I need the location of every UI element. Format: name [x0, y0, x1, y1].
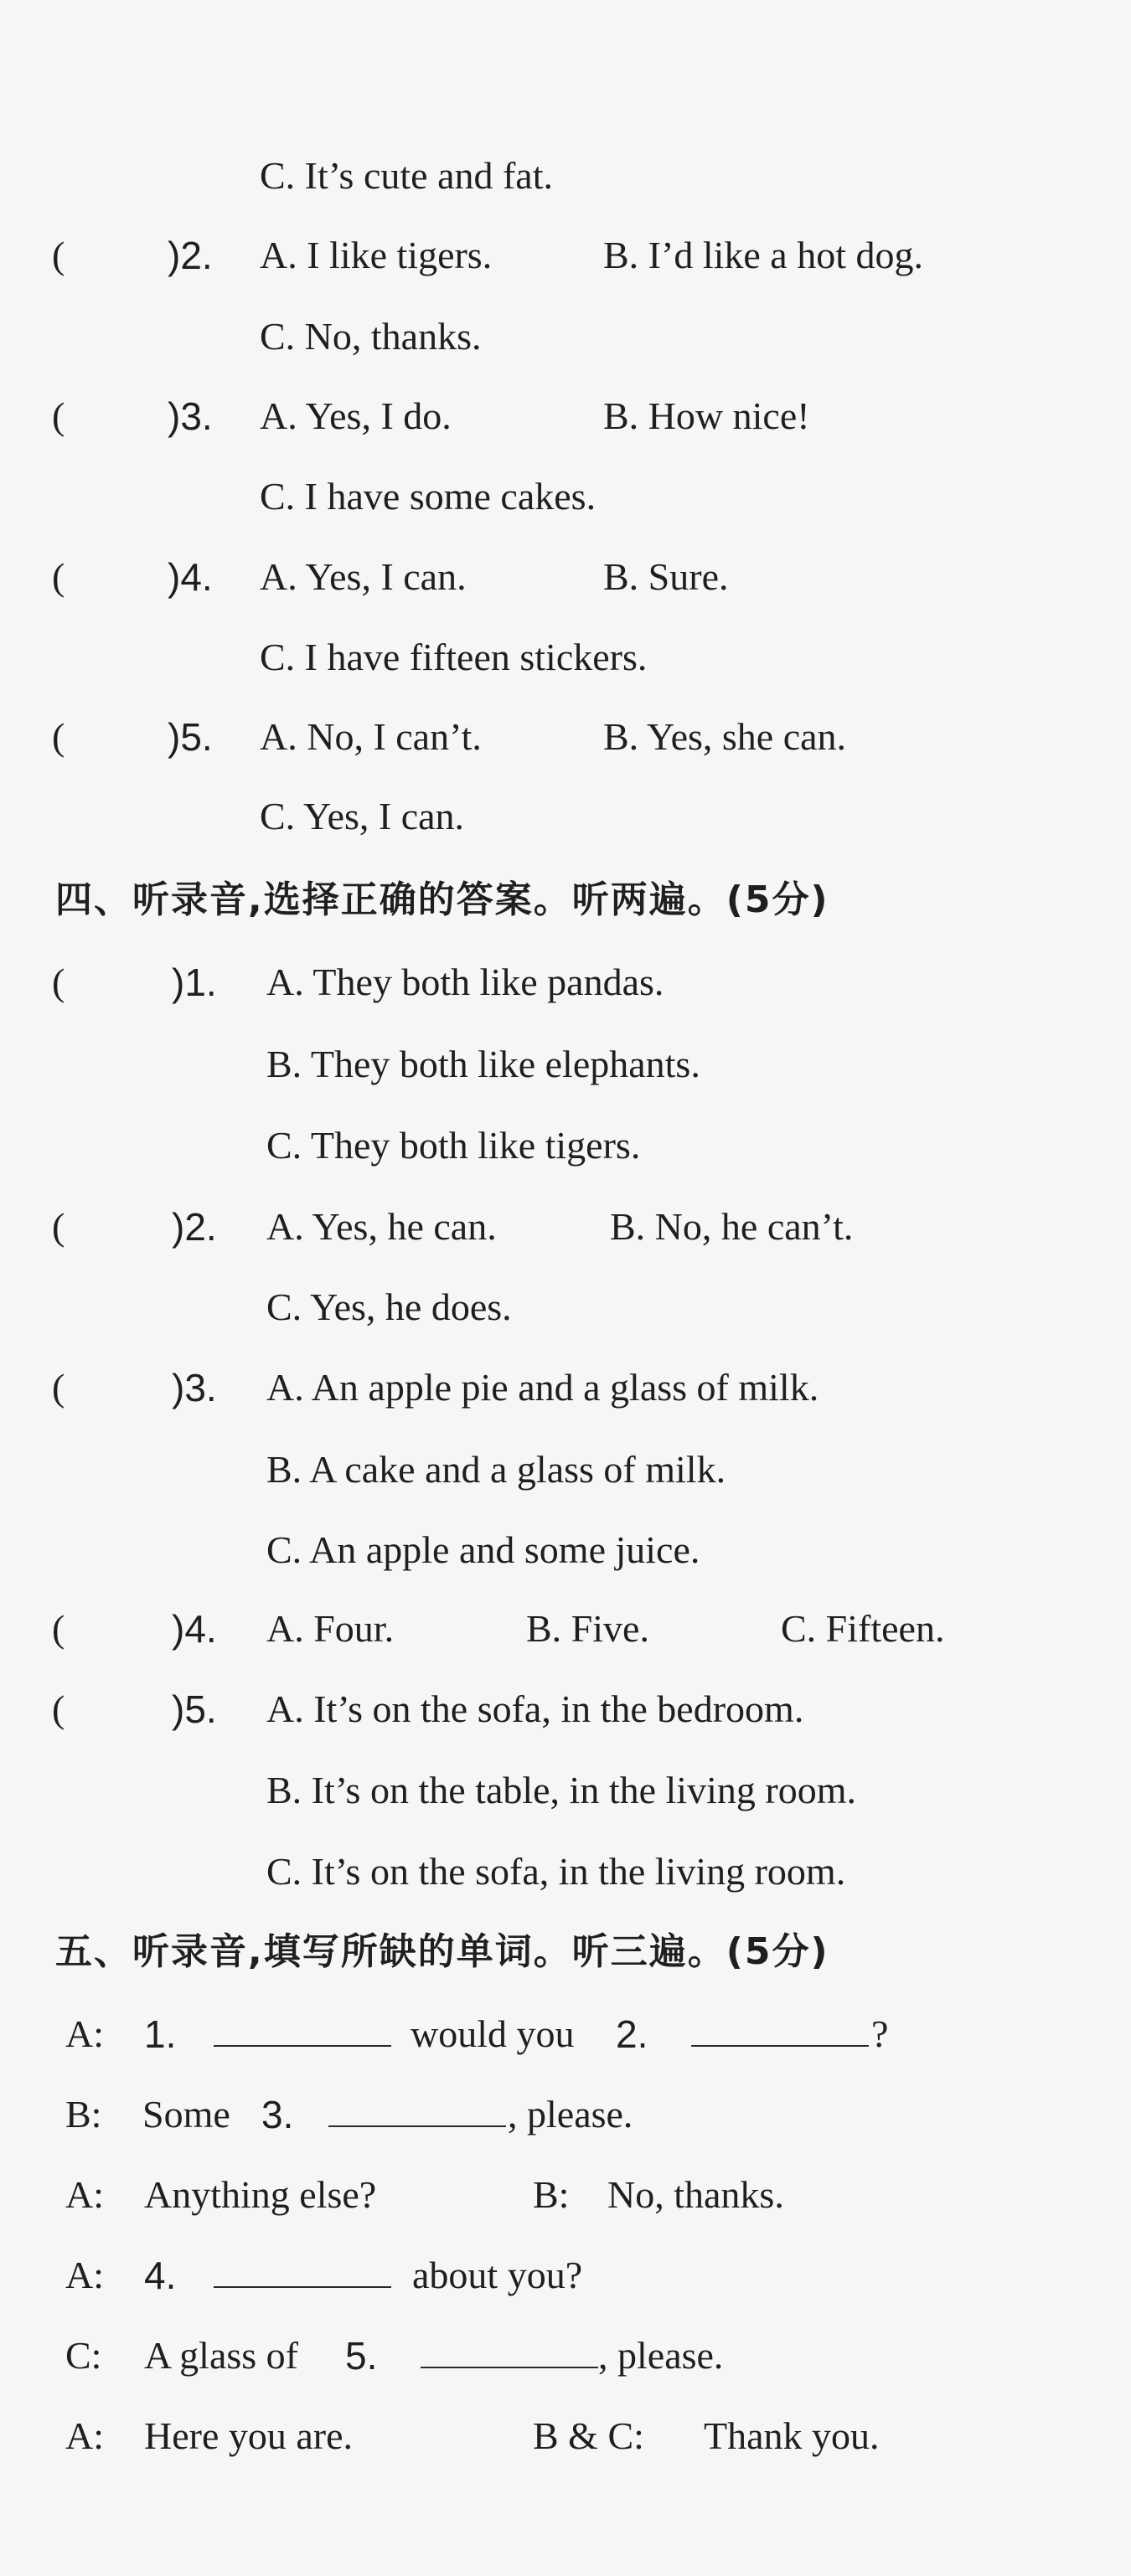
answer-paren: (: [52, 555, 65, 598]
blank-number: 5.: [345, 2334, 378, 2378]
speaker-label: B & C:: [533, 2414, 644, 2457]
s4-q2-option-a: A. Yes, he can.: [266, 1205, 497, 1248]
s3-q5-option-b: B. Yes, she can.: [603, 715, 847, 758]
s4-q2-option-c: C. Yes, he does.: [266, 1285, 512, 1328]
dialogue-text: No, thanks.: [607, 2173, 784, 2216]
blank-number: 4.: [144, 2254, 177, 2297]
speaker-label: B:: [533, 2173, 570, 2216]
question-number: )2.: [172, 1205, 217, 1249]
dialogue-text: A glass of: [144, 2334, 298, 2377]
dialogue-text: about you?: [412, 2254, 583, 2296]
dialogue-text: Thank you.: [704, 2414, 880, 2457]
answer-paren: (: [52, 234, 65, 276]
dialogue-text: Anything else?: [144, 2173, 377, 2216]
question-number: )1.: [172, 961, 217, 1004]
s4-q4-option-a: A. Four.: [266, 1607, 395, 1650]
speaker-label: A:: [65, 2254, 104, 2296]
s3-q3-option-a: A. Yes, I do.: [260, 394, 452, 437]
question-number: )3.: [172, 1366, 217, 1409]
s4-q1-option-b: B. They both like elephants.: [266, 1043, 700, 1085]
answer-paren: (: [52, 1366, 65, 1409]
question-number: )5.: [172, 1687, 217, 1731]
s4-q1-option-a: A. They both like pandas.: [266, 961, 664, 1003]
s3-q2-option-a: A. I like tigers.: [260, 234, 493, 276]
speaker-label: B:: [65, 2093, 102, 2136]
question-number: )2.: [168, 234, 213, 277]
s3-q4-option-b: B. Sure.: [603, 555, 729, 598]
s4-q5-option-b: B. It’s on the table, in the living room.: [266, 1769, 856, 1811]
answer-paren: (: [52, 1607, 65, 1650]
dialogue-text: ?: [871, 2012, 889, 2055]
blank-1[interactable]: [214, 2005, 391, 2063]
speaker-label: C:: [65, 2334, 102, 2377]
blank-2[interactable]: [691, 2005, 869, 2063]
blank-number: 3.: [261, 2093, 294, 2136]
s3-q2-option-c: C. No, thanks.: [260, 315, 482, 358]
s3-q2-option-b: B. I’d like a hot dog.: [603, 234, 923, 276]
blank-number: 2.: [616, 2012, 648, 2056]
question-number: )4.: [172, 1607, 217, 1651]
section-4-heading: 四、听录音,选择正确的答案。听两遍。(5分): [55, 878, 829, 921]
question-number: )4.: [168, 555, 213, 599]
s4-q3-option-b: B. A cake and a glass of milk.: [266, 1448, 726, 1491]
blank-number: 1.: [144, 2012, 177, 2056]
s3-q4-option-c: C. I have fifteen stickers.: [260, 636, 648, 678]
s4-q4-option-c: C. Fifteen.: [781, 1607, 945, 1650]
answer-paren: (: [52, 715, 65, 758]
blank-5[interactable]: [421, 2326, 598, 2385]
s4-q3-option-c: C. An apple and some juice.: [266, 1528, 700, 1571]
blank-4[interactable]: [214, 2246, 391, 2305]
s4-q5-option-a: A. It’s on the sofa, in the bedroom.: [266, 1687, 804, 1730]
s3-q1-option-c: C. It’s cute and fat.: [260, 154, 554, 197]
section-5-heading: 五、听录音,填写所缺的单词。听三遍。(5分): [55, 1930, 829, 1973]
answer-paren: (: [52, 961, 65, 1003]
dialogue-text: would you: [411, 2012, 575, 2055]
dialogue-text: Here you are.: [144, 2414, 354, 2457]
blank-3[interactable]: [328, 2085, 506, 2144]
s3-q5-option-a: A. No, I can’t.: [260, 715, 482, 758]
answer-paren: (: [52, 1687, 65, 1730]
s3-q4-option-a: A. Yes, I can.: [260, 555, 467, 598]
s3-q3-option-b: B. How nice!: [603, 394, 810, 437]
s4-q4-option-b: B. Five.: [526, 1607, 649, 1650]
speaker-label: A:: [65, 2012, 104, 2055]
s3-q5-option-c: C. Yes, I can.: [260, 795, 465, 837]
s4-q3-option-a: A. An apple pie and a glass of milk.: [266, 1366, 819, 1409]
question-number: )5.: [168, 715, 213, 759]
dialogue-text: , please.: [598, 2334, 724, 2377]
s4-q5-option-c: C. It’s on the sofa, in the living room.: [266, 1850, 846, 1893]
speaker-label: A:: [65, 2414, 104, 2457]
question-number: )3.: [168, 394, 213, 438]
s4-q1-option-c: C. They both like tigers.: [266, 1124, 641, 1167]
dialogue-text: Some: [142, 2093, 230, 2136]
s3-q3-option-c: C. I have some cakes.: [260, 475, 596, 518]
answer-paren: (: [52, 1205, 65, 1248]
s4-q2-option-b: B. No, he can’t.: [610, 1205, 854, 1248]
answer-paren: (: [52, 394, 65, 437]
dialogue-text: , please.: [508, 2093, 633, 2136]
speaker-label: A:: [65, 2173, 104, 2216]
